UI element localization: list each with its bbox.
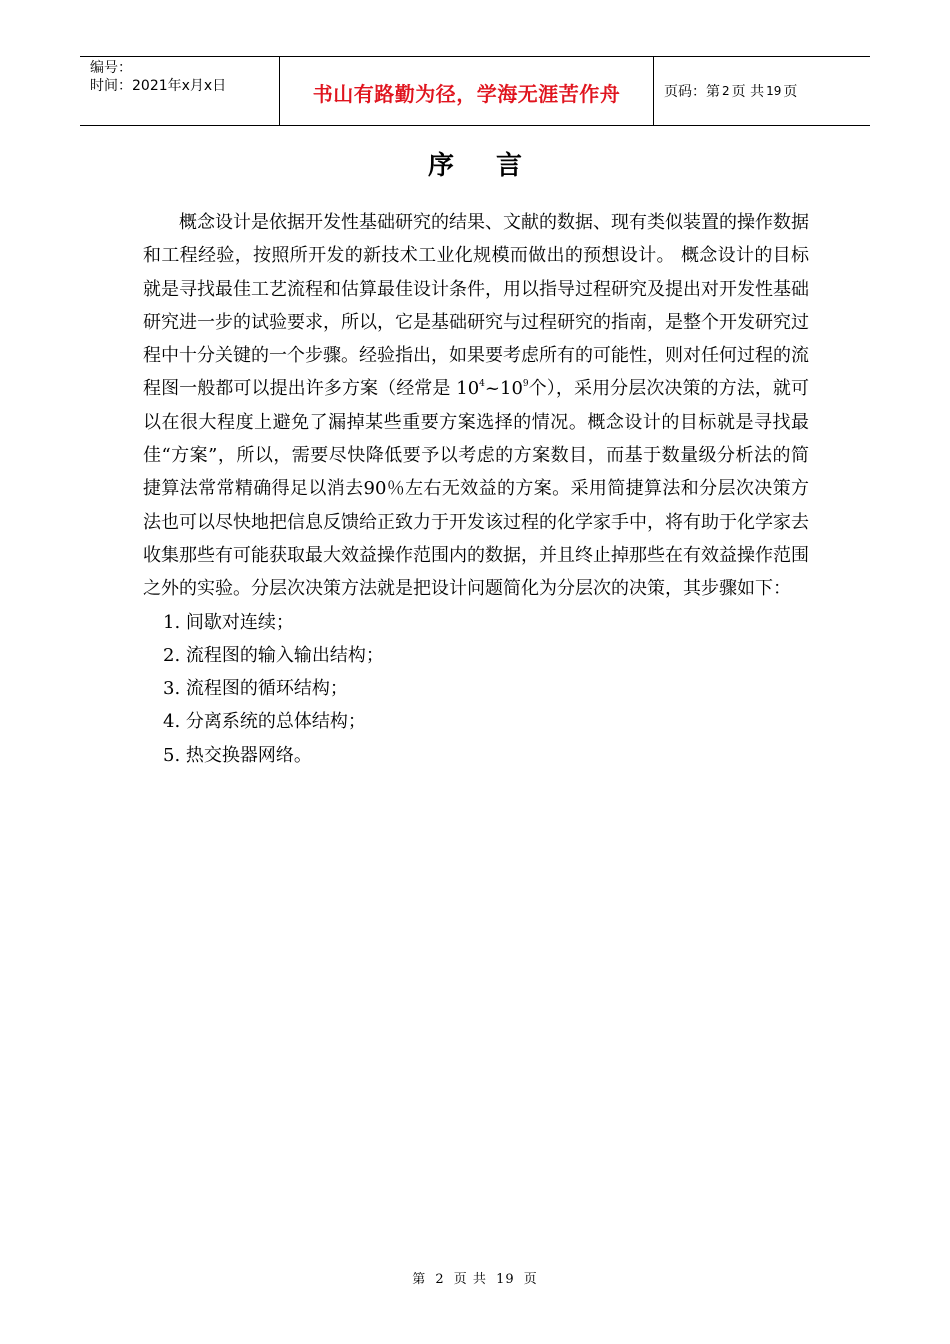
intro-paragraph [143, 206, 809, 606]
footer-page-suffix: 页 [523, 1272, 538, 1287]
header-page-prefix: 页码：第 [664, 84, 720, 100]
exponent-4: 4 [479, 379, 485, 390]
header-page-suffix: 页 [783, 84, 798, 100]
decision-steps-list [143, 606, 809, 772]
document-time-label: 时间：2021年x月x日 [90, 78, 227, 94]
paragraph-text-part2: ~10 [484, 378, 523, 400]
footer-page-mid: 页 共 [453, 1272, 487, 1287]
page-header [80, 56, 870, 126]
page-title: 序言 [427, 151, 564, 181]
header-page-current: 2 [722, 84, 730, 98]
header-page-mid: 页 共 [731, 84, 765, 100]
page-footer [0, 1268, 950, 1287]
header-page-indicator [654, 57, 870, 125]
header-motto: 书山有路勤为径，学海无涯苦作舟 [280, 57, 654, 125]
list-item: 1. 间歇对连续； [163, 611, 294, 633]
list-item: 2. 流程图的输入输出结构； [163, 644, 384, 666]
list-item: 4. 分离系统的总体结构； [163, 711, 366, 733]
paragraph-text-part1: 概念设计是依据开发性基础研究的结果、文献的数据、现有类似装置的操作数据和工程经验，按照所开发的新技术工业化规模而做出的预想设计。 概念设计的目标就是寻找最佳工艺流程和估算最佳设计条件，用以指导过程研究及提出对开发性基础研究进一步的试验要求，所以，它是基础研究与过程研究的指南，是整个开发研究过程中十分关键的一个步骤。经验指出，如果要考虑所有的可能性，则对任何过程的流程图一般都可以提出许多方案（经常是 10 [143, 212, 809, 400]
exponent-9: 9 [522, 379, 529, 390]
header-page-total: 19 [766, 84, 782, 98]
list-item: 3. 流程图的循环结构； [163, 678, 348, 700]
header-meta [80, 57, 280, 125]
document-number-label: 编号： [90, 60, 132, 76]
list-item: 5. 热交换器网络。 [163, 744, 312, 766]
footer-page-prefix: 第 [412, 1272, 427, 1287]
paragraph-text-part3: 个），采用分层次决策的方法，就可以在很大程度上避免了漏掉某些重要方案选择的情况。概念设计的目标就是寻找最佳“方案”，所以，需要尽快降低要予以考虑的方案数目，而基于数量级分析法的简捷算法常常精确得足以消去90％左右无效益的方案。采用简捷算法和分层次决策方法也可以尽快地把信息反馈给正致力于开发该过程的化学家手中，将有助于化学家去收集那些有可能获取最大效益操作范围内的数据，并且终止掉那些在有效益操作范围之外的实验。分层次决策方法就是把设计问题简化为分层次的决策，其步骤如下： [143, 378, 810, 600]
document-body [143, 206, 809, 772]
footer-page-total: 19 [496, 1272, 515, 1287]
footer-page-current: 2 [435, 1272, 445, 1287]
